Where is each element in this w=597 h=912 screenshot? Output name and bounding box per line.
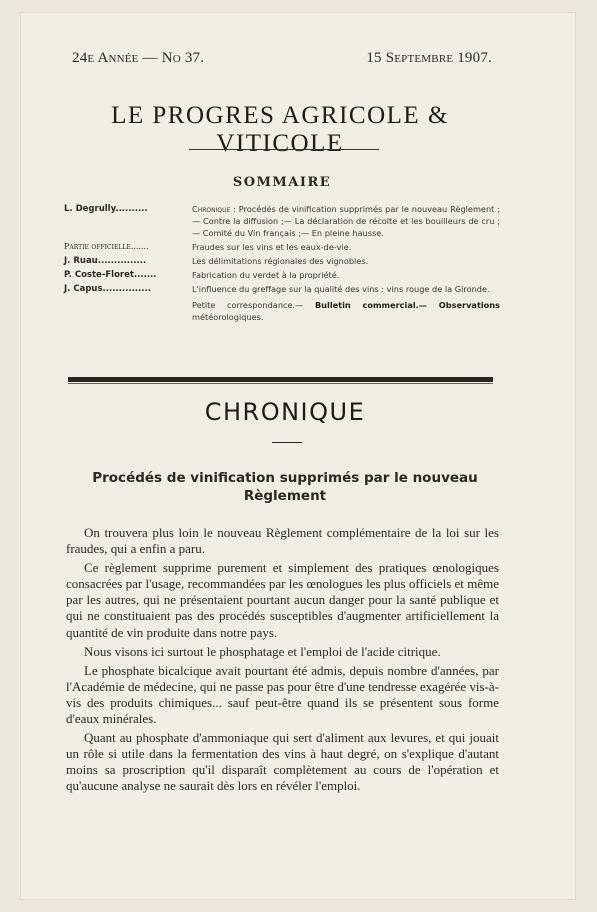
toc-row (64, 241, 500, 253)
paragraph: On trouvera plus loin le nouveau Règlement complémentaire de la loi sur les fraudes, qui a enfin a paru. (66, 525, 499, 557)
toc-entry-text: Procédés de vinification supprimés par le nouveau Règlement ;— Contre la diffusion ;— La déclaration de récolte et les bouilleurs de cru ;— Comité du Vin français ;— En pleine hausse. (192, 204, 500, 238)
section-title: CHRONIQUE (204, 398, 366, 426)
issue-header (72, 50, 492, 67)
toc-spacer (64, 299, 192, 323)
section-divider (68, 377, 493, 382)
section-divider-thin (68, 383, 493, 384)
toc-entry (192, 203, 500, 239)
toc-author: L. Degrully.......... (64, 204, 148, 214)
article-title-line: Procédés de vinification supprimés par le nouveau (92, 470, 478, 486)
toc-extra-bold: Bulletin commercial.— Observations (314, 300, 500, 310)
title-underline (272, 442, 302, 443)
article-body (66, 525, 499, 798)
toc-row (64, 299, 500, 323)
toc-author: Partie officielle....... (64, 242, 149, 251)
toc-author: J. Capus............... (64, 284, 151, 294)
toc-row (64, 283, 500, 295)
sommaire-heading: SOMMAIRE (232, 175, 332, 190)
toc-row (64, 203, 500, 239)
journal-masthead: LE PROGRES AGRICOLE & VITICOLE (111, 102, 449, 157)
toc-entry: Les délimitations régionales des vignobles. (192, 256, 369, 266)
issue-date: 15 Septembre 1907. (366, 50, 492, 66)
toc-extra-text: Petite correspondance.— (192, 300, 315, 310)
toc-entry: Fabrication du verdet à la propriété. (192, 270, 340, 280)
toc-extra-tail: météorologiques. (192, 312, 264, 322)
masthead-rule (189, 149, 379, 150)
paragraph: Quant au phosphate d'ammoniaque qui sert d'aliment aux levures, et qui jouait un rôle si utile dans la fermentation des vins à haut degré, on s'explique d'autant moins sa proscription qu'il disparaît complètement au cours de l'opération et qu'aucune analyse ne saurait dès lors en révéler l'emploi. (66, 730, 499, 794)
paragraph: Nous visons ici surtout le phosphatage et l'emploi de l'acide citrique. (84, 643, 441, 659)
toc-row (64, 269, 500, 281)
toc-author: P. Coste-Floret....... (64, 270, 157, 280)
article-title (60, 469, 510, 505)
toc-row (64, 255, 500, 267)
paragraph: Le phosphate bicalcique avait pourtant été admis, depuis nombre d'années, par l'Académie de médecine, qui ne passe pas pour être d'une tendresse exagérée vis-à-vis des produits chimiques... sauf peut-être quand ils se présentent sous forme d'eaux minérales. (66, 662, 499, 727)
toc-author: J. Ruau............... (64, 256, 147, 266)
toc-entry-prefix: Chronique : (192, 204, 236, 214)
toc-entry: Fraudes sur les vins et les eaux-de-vie. (192, 242, 352, 252)
article-title-line: Règlement (243, 488, 327, 504)
table-of-contents (64, 203, 500, 325)
paragraph: Ce règlement supprime purement et simplement des pratiques œnologiques consacrées par l'usage, recommandées par les œnologues les plus officiels et même par les autres, qui ne présentaient pourtant aucun danger pour la santé publique et qui ne constituaient pas des procédés susceptibles d'augmenter artificiellement la quantité de vin produite dans notre pays. (66, 560, 499, 640)
toc-entry-extra (192, 299, 500, 323)
issue-number: 24e Année — No 37. (72, 50, 205, 66)
toc-entry: L'influence du greffage sur la qualité des vins : vins rouge de la Gironde. (192, 284, 490, 294)
